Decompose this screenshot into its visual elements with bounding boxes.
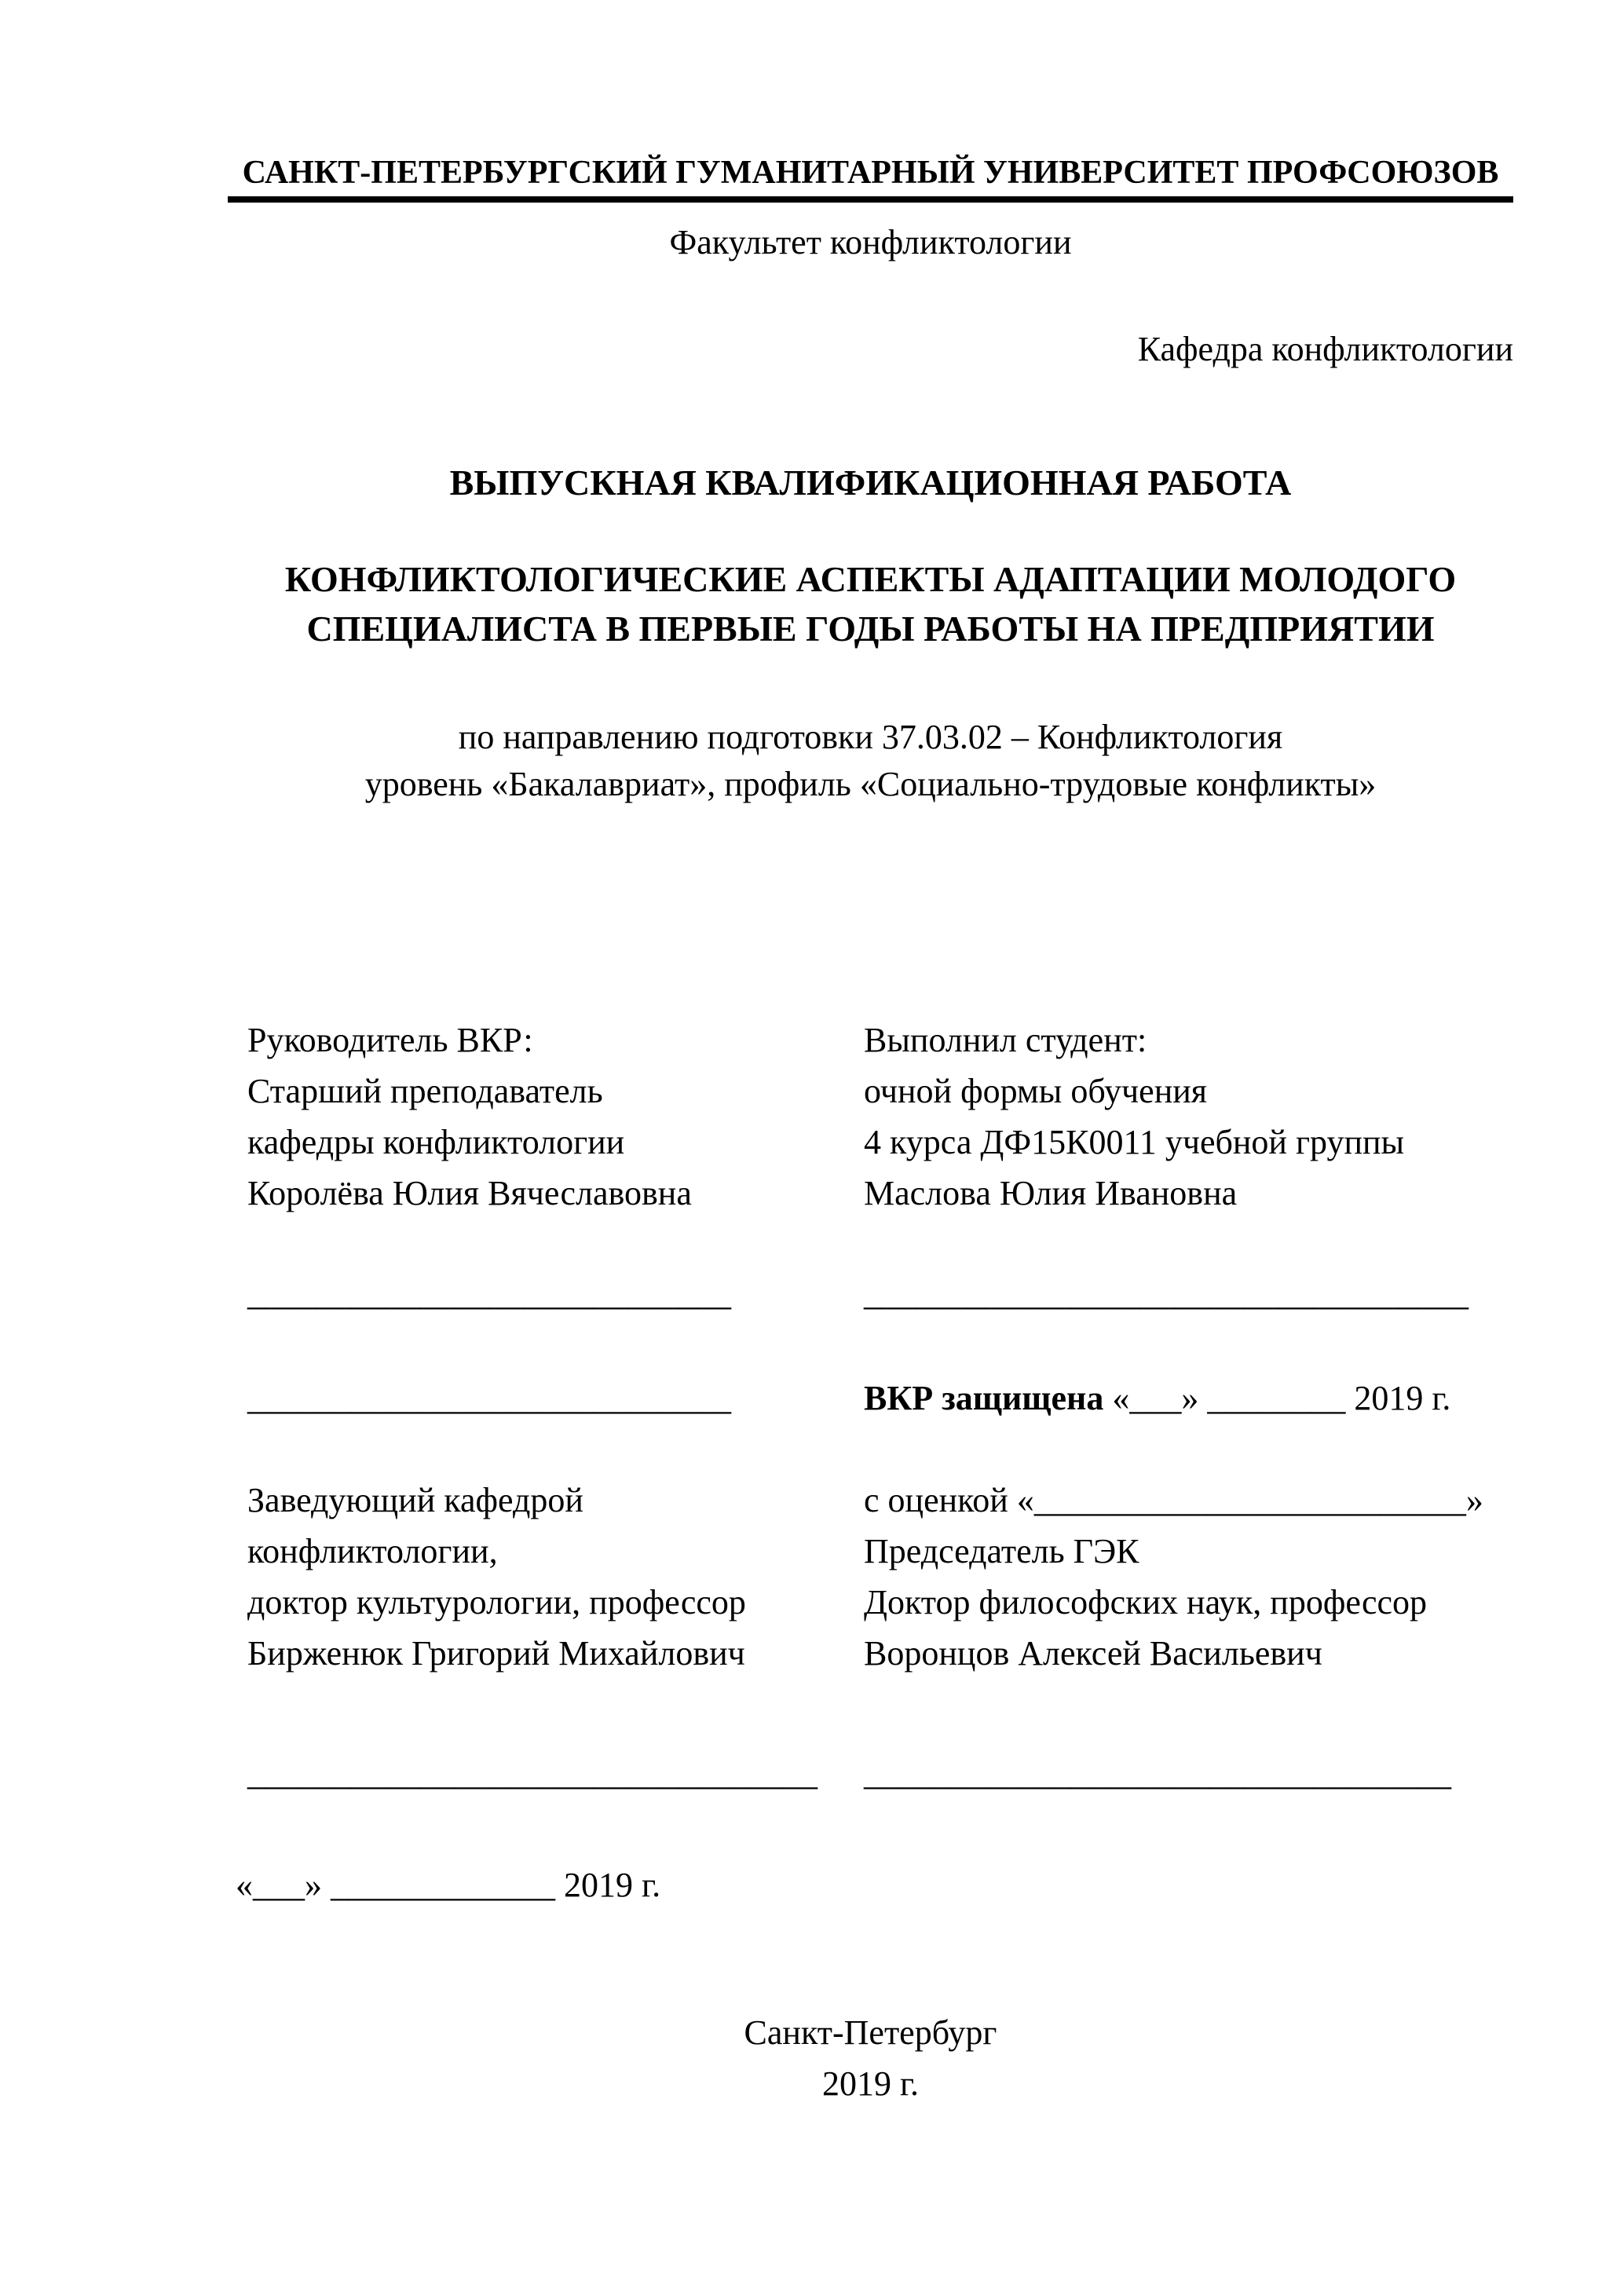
department-name: Кафедра конфликтологии (1137, 330, 1513, 368)
grade-line: с оценкой «_________________________» (864, 1481, 1483, 1519)
city: Санкт-Петербург (744, 2013, 997, 2052)
chairman-title: Председатель ГЭК (864, 1532, 1139, 1570)
student-study-form: очной формы обучения (864, 1072, 1208, 1110)
program-level-profile: уровень «Бакалавриат», профиль «Социально-трудовые конфликты» (364, 765, 1377, 803)
supervisor-role-label: Руководитель ВКР: (247, 1021, 533, 1059)
department-head-name: Бирженюк Григорий Михайлович (247, 1634, 745, 1673)
student-group: 4 курса ДФ15К0011 учебной группы (864, 1123, 1405, 1161)
header-rule (228, 196, 1513, 203)
chairman-signature-line: __________________________________ (864, 1754, 1451, 1793)
chairman-degree: Доктор философских наук, профессор (864, 1583, 1428, 1621)
supervisor-signature-line-1: ____________________________ (247, 1274, 731, 1313)
department-head-signature-line: _________________________________ (247, 1754, 817, 1793)
defense-date-blanks: «___» ________ 2019 г. (1112, 1379, 1451, 1417)
approval-date-line: «___» _____________ 2019 г. (236, 1866, 661, 1904)
defense-date-line (864, 1373, 1450, 1424)
supervisor-position-line1: Старший преподаватель (247, 1072, 603, 1110)
thesis-title-line1: КОНФЛИКТОЛОГИЧЕСКИЕ АСПЕКТЫ АДАПТАЦИИ МОЛОДОГО (284, 559, 1457, 599)
supervisor-position-line2: кафедры конфликтологии (247, 1123, 625, 1161)
work-type-heading: ВЫПУСКНАЯ КВАЛИФИКАЦИОННАЯ РАБОТА (449, 462, 1292, 503)
chairman-name: Воронцов Алексей Васильевич (864, 1634, 1322, 1673)
department-head-title-line2: конфликтологии, (247, 1532, 498, 1570)
department-head-degree: доктор культурологии, профессор (247, 1583, 746, 1621)
faculty-name: Факультет конфликтологии (669, 223, 1072, 261)
supervisor-signature-line-2: ____________________________ (247, 1379, 731, 1417)
student-name: Маслова Юлия Ивановна (864, 1174, 1238, 1212)
program-direction: по направлению подготовки 37.03.02 – Конфликтология (458, 718, 1283, 756)
university-name: САНКТ-ПЕТЕРБУРГСКИЙ ГУМАНИТАРНЫЙ УНИВЕРСИТЕТ ПРОФСОЮЗОВ (242, 155, 1499, 191)
supervisor-name: Королёва Юлия Вячеславовна (247, 1174, 692, 1212)
student-role-label: Выполнил студент: (864, 1021, 1147, 1059)
thesis-title (228, 554, 1513, 653)
department-head-title-line1: Заведующий кафедрой (247, 1481, 583, 1519)
student-signature-line: ___________________________________ (864, 1274, 1469, 1313)
defense-date-label: ВКР защищена (864, 1379, 1104, 1417)
thesis-title-line2: СПЕЦИАЛИСТА В ПЕРВЫЕ ГОДЫ РАБОТЫ НА ПРЕДПРИЯТИИ (306, 609, 1435, 649)
year: 2019 г. (821, 2064, 920, 2103)
